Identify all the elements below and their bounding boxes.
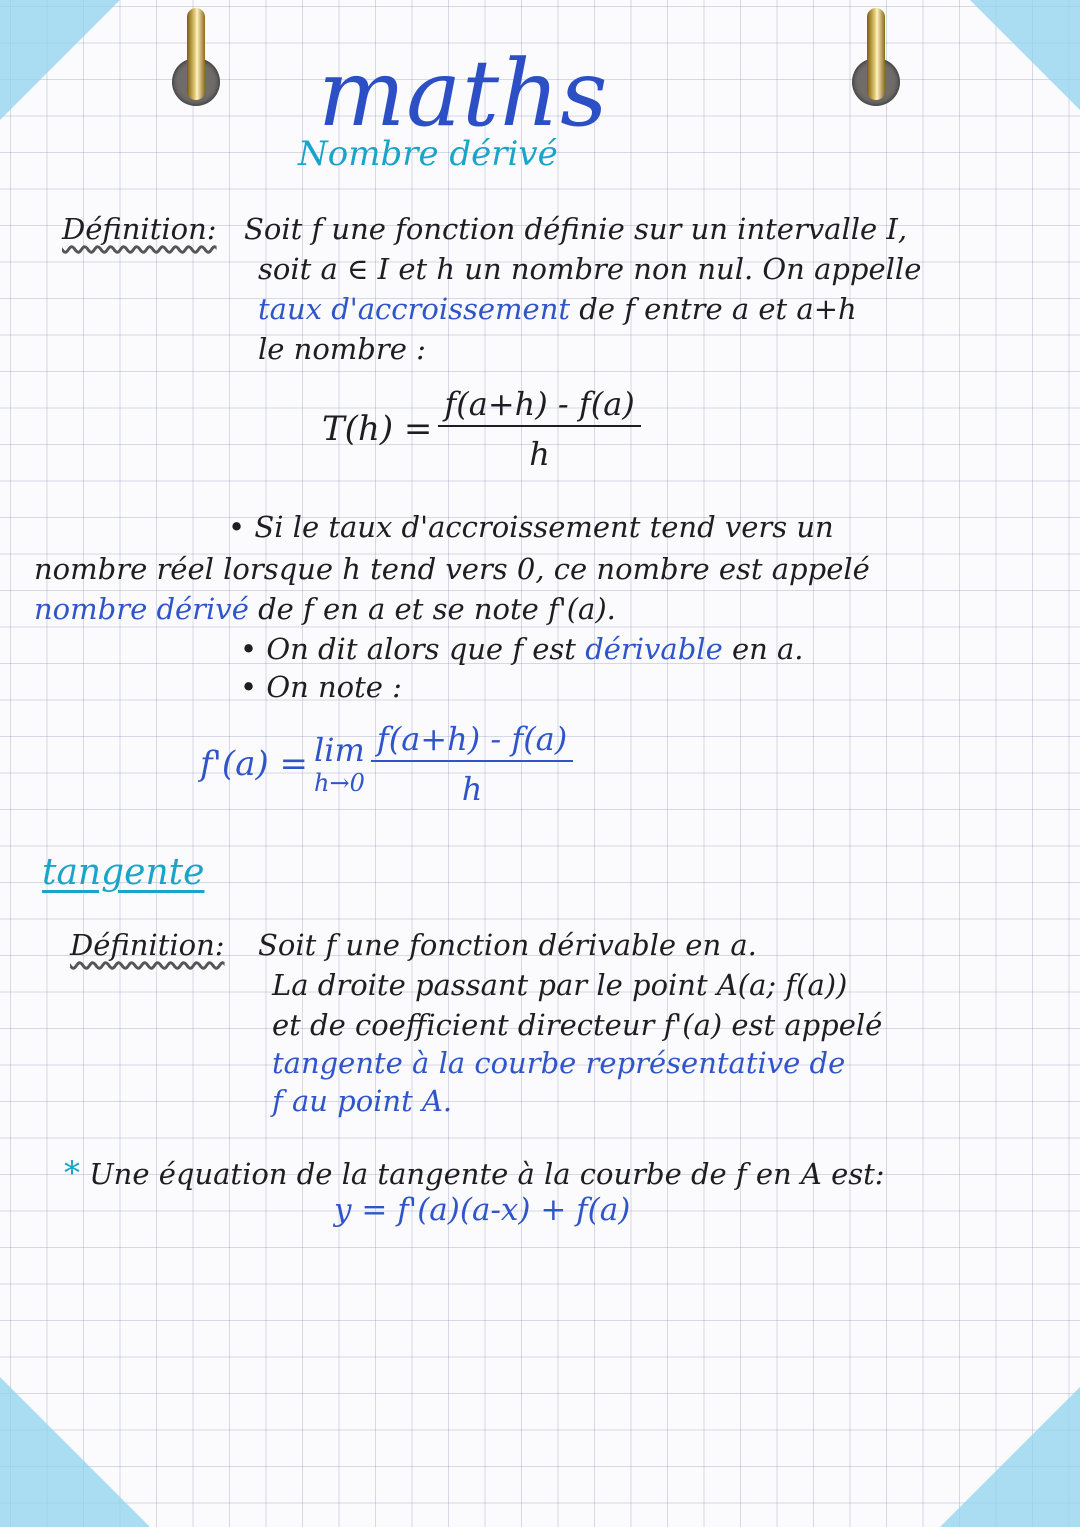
formula-derivative — [200, 720, 573, 808]
fraction-denominator: h — [529, 435, 550, 473]
definition-line: La droite passant par le point A(a; f(a)) — [272, 968, 848, 1002]
fraction-numerator: f(a+h) - f(a) — [438, 385, 640, 427]
key-term: dérivable — [585, 632, 723, 666]
definition-line: le nombre : — [258, 332, 426, 366]
bullet-item: • On note : — [240, 670, 402, 704]
key-term: f au point A. — [272, 1084, 453, 1118]
key-term: tangente à la courbe représentative de — [272, 1046, 846, 1080]
fraction — [438, 385, 640, 473]
key-term: taux d'accroissement — [258, 292, 571, 326]
fraction-denominator: h — [461, 770, 483, 808]
binder-ring-left — [182, 8, 212, 98]
limit-subscript: h→0 — [314, 769, 365, 797]
corner-tape-bottom-left — [0, 1377, 150, 1527]
tangent-equation: y = f'(a)(a-x) + f(a) — [334, 1192, 631, 1228]
formula-lhs: f'(a) = — [200, 744, 309, 784]
corner-tape-top-left — [0, 0, 120, 120]
fraction-numerator: f(a+h) - f(a) — [371, 720, 573, 762]
binder-ring-right — [862, 8, 892, 98]
ring-metal — [867, 8, 885, 100]
note-line — [64, 1154, 885, 1192]
definition-line: soit a ∈ I et h un nombre non nul. On appelle — [258, 252, 922, 286]
definition-text: de f entre a et a+h — [570, 292, 857, 326]
limit — [314, 731, 365, 797]
asterisk-icon: * — [64, 1154, 80, 1192]
fraction — [371, 720, 573, 808]
bullet-text: • On dit alors que f est — [240, 632, 586, 666]
page-subtitle: Nombre dérivé — [298, 134, 558, 174]
definition-line: Soit f une fonction définie sur un intervalle I, — [244, 212, 908, 246]
definition-label: Définition: — [62, 212, 217, 246]
corner-tape-top-right — [970, 0, 1080, 110]
formula-rate — [322, 385, 641, 473]
bullet-item — [240, 632, 804, 666]
paragraph-line — [34, 592, 616, 626]
formula-lhs: T(h) = — [322, 409, 433, 449]
definition-line: Soit f une fonction dérivable en a. — [258, 928, 757, 962]
limit-symbol: lim — [314, 731, 365, 769]
page-title: maths — [318, 40, 609, 147]
ring-metal — [187, 8, 205, 100]
key-term: nombre dérivé — [34, 592, 249, 626]
section-title: tangente — [42, 852, 205, 893]
definition-line — [258, 292, 857, 326]
definition-label: Définition: — [70, 928, 225, 962]
corner-tape-bottom-right — [940, 1387, 1080, 1527]
paragraph-line: nombre réel lorsque h tend vers 0, ce nombre est appelé — [34, 552, 870, 586]
definition-line: et de coefficient directeur f'(a) est appelé — [272, 1008, 883, 1042]
bullet-text: en a. — [722, 632, 804, 666]
note-text: Une équation de la tangente à la courbe de f en A est: — [89, 1157, 885, 1191]
paragraph-line: • Si le taux d'accroissement tend vers un — [228, 510, 834, 544]
paragraph-text: de f en a et se note f'(a). — [248, 592, 616, 626]
